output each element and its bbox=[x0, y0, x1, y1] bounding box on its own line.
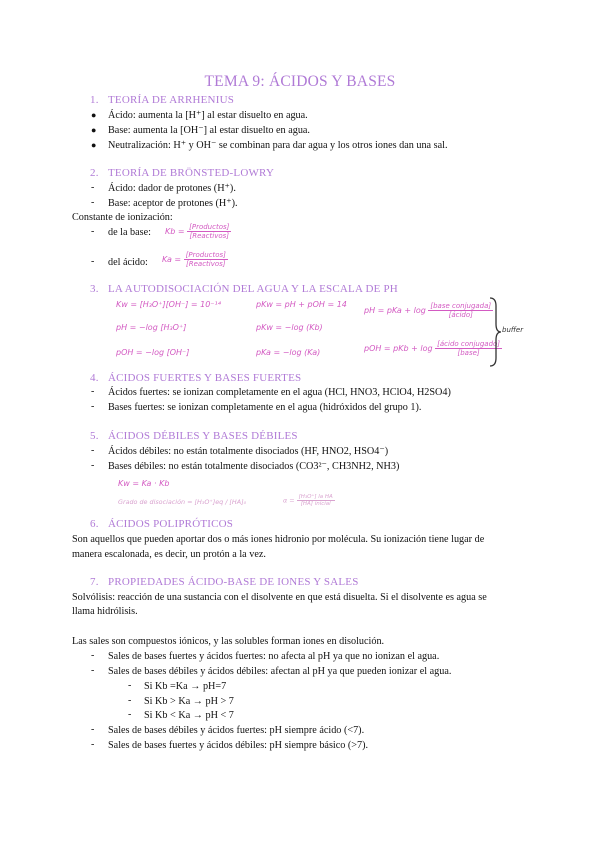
section-5-heading: ÁCIDOS DÉBILES Y BASES DÉBILES bbox=[108, 430, 298, 442]
dash-icon: - bbox=[91, 182, 95, 193]
list-item: Ácidos débiles: no están totalmente disociados (HF, HNO2, HSO4⁻) bbox=[108, 446, 389, 457]
list-item: Neutralización: H⁺ y OH⁻ se combinan para dar agua y los otros iones dan una sal. bbox=[108, 140, 448, 151]
ka-denominator: [Reactivos] bbox=[186, 260, 226, 268]
buffer-note: buffer bbox=[502, 326, 524, 334]
henderson-base-denominator: [base] bbox=[457, 349, 480, 357]
base-label: de la base: bbox=[108, 227, 151, 238]
kb-formula bbox=[165, 223, 231, 240]
ph-formula: pH = −log [H₃O⁺] bbox=[116, 323, 187, 332]
dash-icon: - bbox=[128, 709, 132, 720]
alpha-denominator: [HA] inicial bbox=[300, 501, 331, 507]
dash-icon: - bbox=[91, 650, 95, 661]
list-item: Bases fuertes: se ionizan completamente en el agua (hidróxidos del grupo 1). bbox=[108, 402, 422, 413]
dash-icon: - bbox=[91, 460, 95, 471]
henderson-acid-denominator: [ácido] bbox=[448, 311, 473, 319]
list-item: Base: aceptor de protones (H⁺). bbox=[108, 198, 238, 209]
list-item: Ácidos fuertes: se ionizan completamente en el agua (HCl, HNO3, HClO4, H2SO4) bbox=[108, 387, 451, 398]
section-2-heading: TEORÍA DE BRÖNSTED-LOWRY bbox=[108, 167, 275, 179]
dash-icon: - bbox=[91, 401, 95, 412]
section-6-heading: ÁCIDOS POLIPRÓTICOS bbox=[108, 518, 234, 530]
section-1-heading: TEORÍA DE ARRHENIUS bbox=[108, 94, 235, 106]
henderson-base-lhs: pOH = pKb + log bbox=[364, 344, 433, 353]
solvolysis-text-line-2: llama hidrólisis. bbox=[72, 606, 138, 617]
bullet-icon: ● bbox=[91, 125, 97, 135]
dash-icon: - bbox=[91, 445, 95, 456]
bullet-icon: ● bbox=[91, 140, 97, 150]
ka-formula bbox=[162, 251, 228, 268]
list-item: Sales de bases débiles y ácidos débiles: afectan al pH ya que pueden ionizar el agua. bbox=[108, 666, 452, 677]
constant-label: Constante de ionización: bbox=[72, 212, 173, 223]
section-3-heading: LA AUTODISOCIACIÓN DEL AGUA Y LA ESCALA DE PH bbox=[108, 283, 398, 295]
dissociation-degree-note: Grado de disociación = [H₃O⁺]eq / [HA]₀ bbox=[118, 498, 247, 506]
list-item: Ácido: aumenta la [H⁺] al estar disuelto en agua. bbox=[108, 110, 308, 121]
dash-icon: - bbox=[91, 256, 95, 267]
section-3-number: 3. bbox=[90, 283, 99, 295]
henderson-acid-formula bbox=[364, 302, 493, 319]
list-item: Sales de bases fuertes y ácidos débiles: pH siempre básico (>7). bbox=[108, 740, 369, 751]
section-4-number: 4. bbox=[90, 372, 99, 384]
right-brace-icon bbox=[488, 296, 502, 368]
alpha-formula bbox=[283, 494, 335, 507]
henderson-base-numerator: [ácido conjugado] bbox=[437, 340, 501, 348]
alpha-numerator: [H₃O⁺] la HA bbox=[298, 494, 333, 500]
polyprotic-text-line-1: Son aquellos que pueden aportar dos o más iones hidronio por molécula. Su ionización tiene lugar de bbox=[72, 534, 485, 545]
pka-formula: pKa = −log (Ka) bbox=[256, 348, 321, 357]
henderson-acid-fraction bbox=[428, 302, 493, 319]
dash-icon: - bbox=[128, 680, 132, 691]
section-4-heading: ÁCIDOS FUERTES Y BASES FUERTES bbox=[108, 372, 302, 384]
list-item: Sales de bases fuertes y ácidos fuertes: no afecta al pH ya que no ionizan el agua. bbox=[108, 651, 440, 662]
dash-icon: - bbox=[91, 386, 95, 397]
solvolysis-text-line-1: Solvólisis: reacción de una sustancia con el disolvente en que está disuelta. Si el disolvente es agua se bbox=[72, 592, 487, 603]
section-6-number: 6. bbox=[90, 518, 99, 530]
dash-icon: - bbox=[91, 197, 95, 208]
poh-formula: pOH = −log [OH⁻] bbox=[116, 348, 190, 357]
kb-fraction bbox=[187, 223, 231, 240]
kb-denominator: [Reactivos] bbox=[189, 232, 230, 240]
page-title: TEMA 9: ÁCIDOS Y BASES bbox=[204, 73, 396, 90]
section-2-number: 2. bbox=[90, 167, 99, 179]
sub-list-item: Si Kb > Ka → pH > 7 bbox=[144, 696, 234, 707]
alpha-fraction bbox=[297, 494, 335, 507]
sub-list-item: Si Kb < Ka → pH < 7 bbox=[144, 710, 234, 721]
ka-numerator: [Productos] bbox=[185, 251, 226, 259]
section-7-number: 7. bbox=[90, 576, 99, 588]
kb-lhs: Kb = bbox=[165, 227, 185, 236]
acid-label: del ácido: bbox=[108, 257, 148, 268]
henderson-acid-numerator: [base conjugada] bbox=[430, 302, 492, 310]
dash-icon: - bbox=[128, 695, 132, 706]
bullet-icon: ● bbox=[91, 110, 97, 120]
dash-icon: - bbox=[91, 226, 95, 237]
list-item: Base: aumenta la [OH⁻] al estar disuelto en agua. bbox=[108, 125, 310, 136]
sub-list-item: Si Kb =Ka → pH=7 bbox=[144, 681, 227, 692]
henderson-base-formula bbox=[364, 340, 502, 357]
section-1-number: 1. bbox=[90, 94, 99, 106]
pkb-formula: pKw = −log (Kb) bbox=[256, 323, 323, 332]
section-5-number: 5. bbox=[90, 430, 99, 442]
kb-numerator: [Productos] bbox=[189, 223, 230, 231]
list-item: Ácido: dador de protones (H⁺). bbox=[108, 183, 236, 194]
ka-lhs: Ka = bbox=[162, 255, 182, 264]
kw-ka-kb-note: Kw = Ka · Kb bbox=[118, 479, 170, 488]
kw-formula: Kw = [H₃O⁺][OH⁻] = 10⁻¹⁴ bbox=[116, 300, 221, 309]
salts-intro: Las sales son compuestos iónicos, y las solubles forman iones en disolución. bbox=[72, 636, 385, 647]
list-item: Sales de bases débiles y ácidos fuertes: pH siempre ácido (<7). bbox=[108, 725, 365, 736]
pkw-formula: pKw = pH + pOH = 14 bbox=[256, 300, 347, 309]
polyprotic-text-line-2: manera escalonada, es decir, un protón a la vez. bbox=[72, 549, 266, 560]
alpha-lhs: α = bbox=[283, 496, 295, 505]
section-7-heading: PROPIEDADES ÁCIDO-BASE DE IONES Y SALES bbox=[108, 576, 359, 588]
ka-fraction bbox=[184, 251, 228, 268]
dash-icon: - bbox=[91, 665, 95, 676]
henderson-acid-lhs: pH = pKa + log bbox=[364, 306, 426, 315]
list-item: Bases débiles: no están totalmente disociados (CO3²⁻, CH3NH2, NH3) bbox=[108, 461, 400, 472]
dash-icon: - bbox=[91, 724, 95, 735]
dash-icon: - bbox=[91, 739, 95, 750]
